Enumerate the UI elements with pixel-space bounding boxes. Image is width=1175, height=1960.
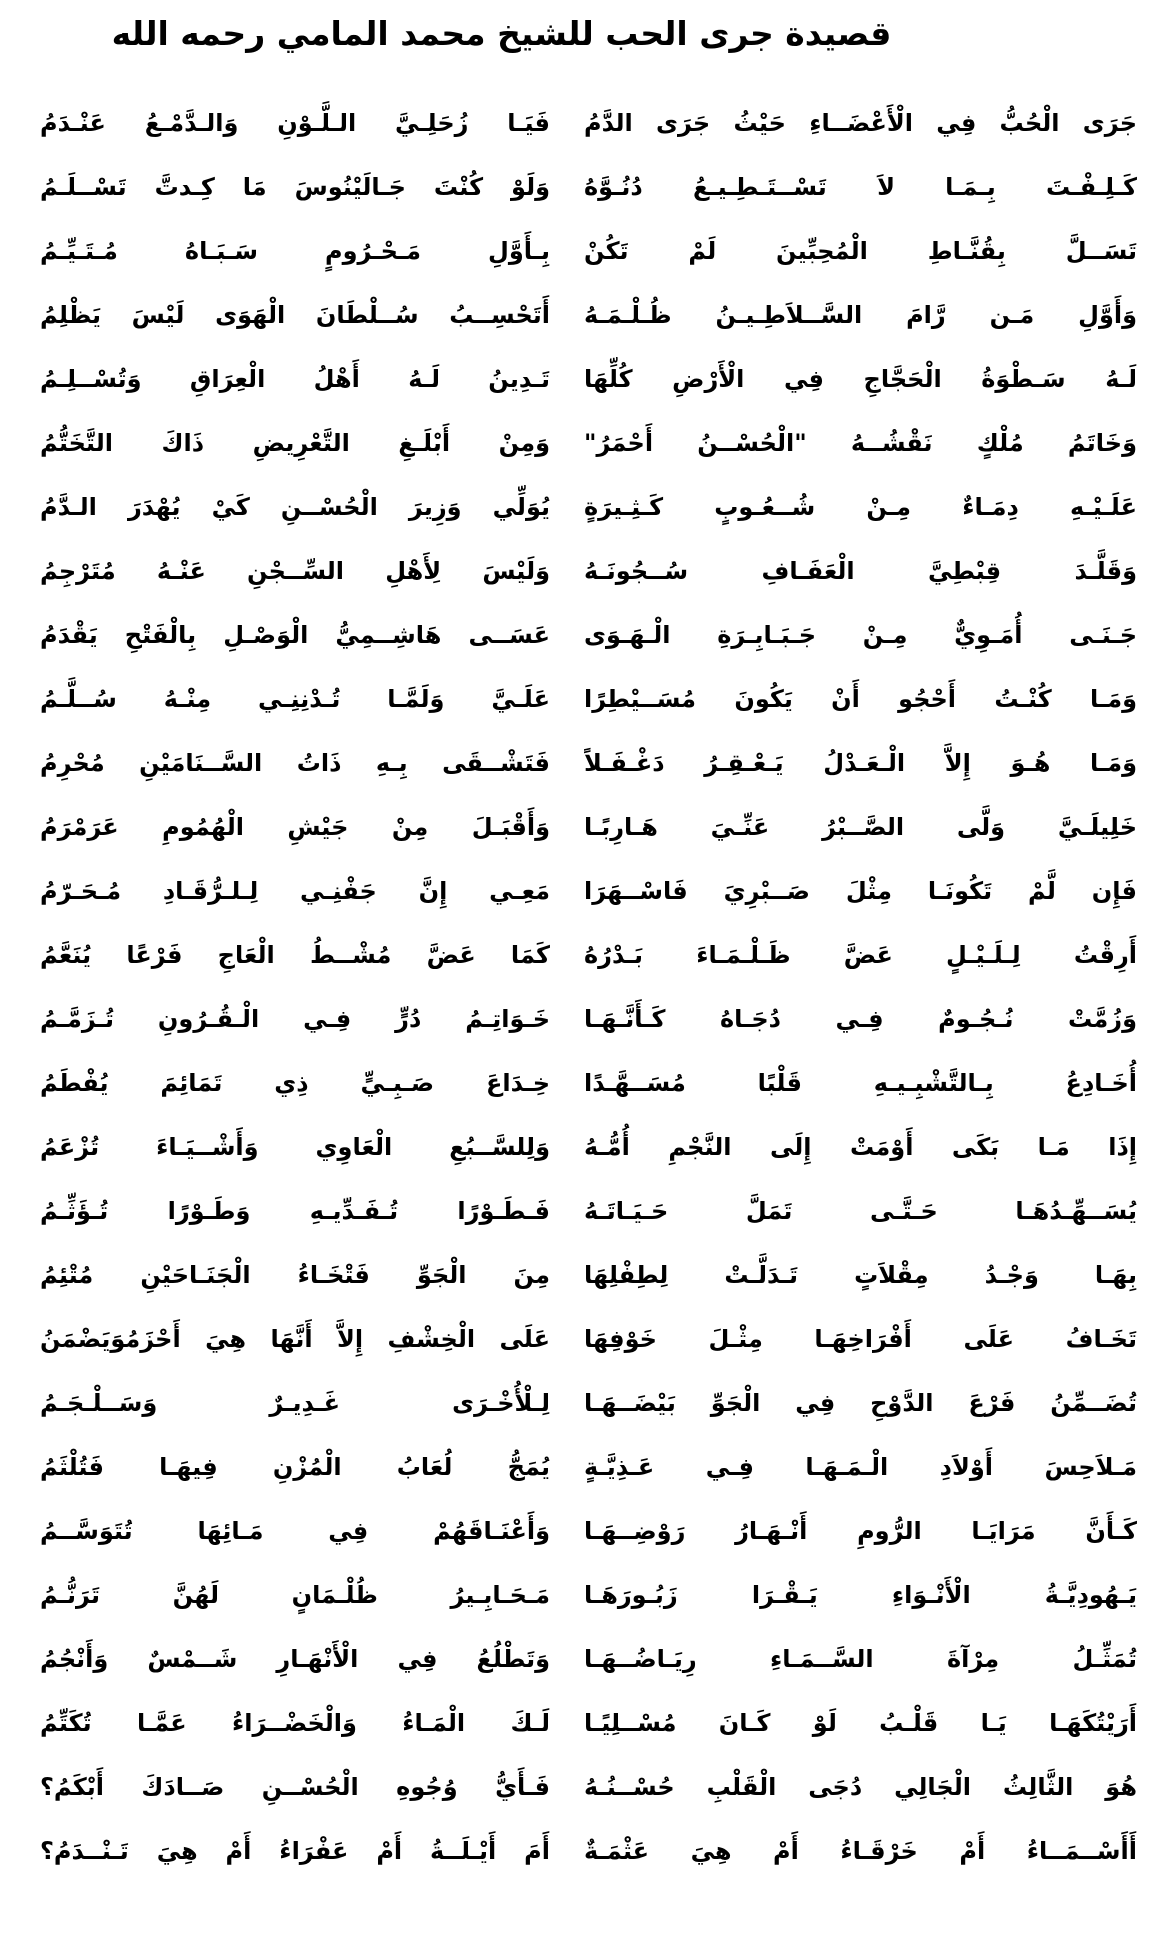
verse-first-hemistich: تُمَثِّـلُ مِرْآةَ السَّــمَـاءِ رِيَـاضُــهَـا [584, 1645, 1137, 1673]
verse-first-hemistich: أُخَـادِعُ بِـالتَّشْبِـيـهِ قَلْبًا مُسَــهَّـدًا [584, 1069, 1137, 1097]
verse-second-hemistich: بِـأَوَّلِ مَـحْـرُومٍ سَـبَـاهُ مُـتَـيِّـمُ [40, 237, 550, 265]
verse-second-hemistich: يُمَجُّ لُعَابُ الْمُزْنِ فِيهَـا فَتُلْثَمُ [40, 1453, 550, 1481]
verse-second-hemistich: أَتَحْسِــبُ سُــلْطَانَ الْهَوَى لَيْسَ يَظْلِمُ [40, 301, 550, 329]
verse-first-hemistich: خَلِيلَـيَّ وَلَّى الصَّــبْرُ عَنِّـيَ هَـارِبًـا [584, 813, 1137, 841]
verse-first-hemistich: وَزُمَّتْ نُـجُـومٌ فِـي دُجَـاهُ كَـأَنَّـهَـا [584, 1005, 1137, 1033]
verse-second-hemistich: عَسَــى هَاشِــمِيُّ الْوَصْـلِ بِالْفَتْحِ يَقْدَمُ [40, 621, 550, 649]
verse-second-hemistich: عَلَى الْخِشْفِ إِلاَّ أَنَّهَا هِيَ أَحْزَمُوَيَضْمَنُ [40, 1325, 550, 1353]
verse-first-hemistich: وَقَلَّـدَ قِبْطِيَّ الْعَفَـافِ سُــجُونَـهُ [584, 557, 1137, 585]
verse-row [40, 1499, 1137, 1563]
verse-second-hemistich: لَـكَ الْمَـاءُ وَالْخَضْــرَاءُ عَمَّـا تُكَتِّمُ [40, 1709, 550, 1737]
verse-row [40, 987, 1137, 1051]
verse-first-hemistich: مَـلاَحِسَ أَوْلاَدِ الْـمَـهَـا فِـي عَـذِيَّـةٍ [584, 1453, 1137, 1481]
verse-second-hemistich: خَـوَاتِـمُ دُرٍّ فِـي الْـقُـرُونِ تُـزَمَّـمُ [40, 1005, 550, 1033]
verse-row [40, 1115, 1137, 1179]
verse-first-hemistich: وَمَـا هُـوَ إِلاَّ الْـعَـدْلُ يَـعْـقِـرُ دَغْـفَـلاً [584, 749, 1137, 777]
verse-row [40, 923, 1137, 987]
verse-second-hemistich: وَلَوْ كُنْتَ جَـالَيْنُوسَ مَا كِـدتَّ تَسْــلَـمُ [40, 173, 550, 201]
verse-first-hemistich: إِذَا مَـا بَكَى أَوْمَتْ إِلَى النَّجْمِ أُمُّـهُ [584, 1133, 1137, 1161]
verse-row [40, 667, 1137, 731]
verse-row [40, 1755, 1137, 1819]
verse-first-hemistich: كَـلِـفْـتَ بِـمَـا لاَ تَسْــتَـطِـيـعُ دُنُـوَّهُ [584, 173, 1137, 201]
verse-second-hemistich: فَـطَـوْرًا تُـفَـدِّيـهِ وَطَـوْرًا تُـؤَثِّـمُ [40, 1197, 550, 1225]
verse-first-hemistich: تَخَـافُ عَلَى أَفْرَاخِهَـا مِثْـلَ خَوْفِهَا [584, 1325, 1137, 1353]
verse-first-hemistich: عَلَـيْـهِ دِمَـاءٌ مِـنْ شُــعُـوبٍ كَـثِـيرَةٍ [584, 493, 1137, 521]
verse-row [40, 1307, 1137, 1371]
verse-second-hemistich: وَتَطْلُعُ فِي الْأَنْهَـارِ شَــمْسٌ وَأَنْجُمُ [40, 1645, 550, 1673]
verse-row [40, 1819, 1137, 1883]
verse-second-hemistich: فَـأَيُّ وُجُوهِ الْحُسْــنِ صَــادَكَ أَبْكَمُ؟ [40, 1773, 550, 1801]
poem-body [0, 91, 1175, 1883]
verse-row [40, 219, 1137, 283]
verse-row [40, 1691, 1137, 1755]
verse-second-hemistich: وَلِلسَّــبُعِ الْعَاوِي وَأَشْــيَـاءَ تُزْعَمُ [40, 1133, 550, 1161]
verse-row [40, 731, 1137, 795]
verse-second-hemistich: تَـدِينُ لَـهُ أَهْلُ الْعِرَاقِ وَتُسْــلِـمُ [40, 365, 550, 393]
poem-title: قصيدة جرى الحب للشيخ محمد المامي رحمه الله [111, 14, 892, 53]
verse-first-hemistich: يُسَــهِّـدُهَـا حَـتَّـى تَمَلَّ حَـيَـاتَـهُ [584, 1197, 1137, 1225]
verse-row [40, 283, 1137, 347]
verse-row [40, 91, 1137, 155]
verse-first-hemistich: لَـهُ سَـطْوَةُ الْحَجَّاجِ فِي الْأَرْضِ كُلِّهَا [584, 365, 1137, 393]
verse-first-hemistich: بِهَـا وَجْـدُ مِقْلاَتٍ تَـدَلَّـتْ لِطِفْلِهَا [584, 1261, 1137, 1289]
verse-first-hemistich: تَسَــلَّ بِقُنَّـاطِ الْمُحِبِّينَ لَمْ تَكُنْ [584, 237, 1137, 265]
verse-second-hemistich: وَأَقْبَـلَ مِنْ جَيْشِ الْهُمُومِ عَرَمْرَمُ [40, 813, 550, 841]
verse-first-hemistich: وَخَاتَمُ مُلْكٍ نَقْشُــهُ "الْحُسْــنُ أَحْمَرُ" [584, 429, 1137, 457]
verse-first-hemistich: جَرَى الْحُبُّ فِي الْأَعْضَــاءِ حَيْثُ جَرَى الدَّمُ [584, 109, 1137, 137]
verse-second-hemistich: كَمَا عَضَّ مُشْــطُ الْعَاجِ فَرْعًا يُنَعَّمُ [40, 941, 550, 969]
verse-row [40, 795, 1137, 859]
verse-first-hemistich: تُضَــمِّنُ فَرْعَ الدَّوْحِ فِي الْجَوِّ بَيْضَــهَـا [584, 1389, 1137, 1417]
verse-row [40, 603, 1137, 667]
verse-second-hemistich: عَلَـيَّ وَلَمَّـا تُـدْنِنِـي مِنْـهُ سُــلَّـمُ [40, 685, 550, 713]
verse-second-hemistich: فَتَشْــقَى بِـهِ ذَاتُ السَّــنَامَيْنِ مُحْرِمُ [40, 749, 550, 777]
verse-first-hemistich: أَرِقْتُ لِـلَـيْـلٍ عَضَّ ظَـلْـمَـاءَ بَـدْرُهُ [584, 941, 1137, 969]
verse-row [40, 475, 1137, 539]
verse-second-hemistich: مِنَ الْجَوِّ فَتْخَـاءُ الْجَنَـاحَيْنِ مُتْئِمُ [40, 1261, 550, 1289]
verse-row [40, 1051, 1137, 1115]
verse-second-hemistich: مَعِـي إِنَّ جَفْنِـي لِـلـرُّقَـادِ مُـحَـرّمُ [40, 877, 550, 905]
verse-row [40, 1179, 1137, 1243]
verse-row [40, 347, 1137, 411]
verse-first-hemistich: هُوَ الثَّالِثُ الْجَالِي دُجَى الْقَلْبِ حُسْــنُـهُ [584, 1773, 1137, 1801]
verse-row [40, 155, 1137, 219]
verse-second-hemistich: يُوَلِّي وَزِيرَ الْحُسْــنِ كَيْ يُهْدَرَ الـدَّمُ [40, 493, 550, 521]
verse-row [40, 859, 1137, 923]
verse-first-hemistich: جَـنَـى أُمَـوِيٌّ مِـنْ جَـبَـابِـرَةِ الْـهَـوَى [584, 621, 1137, 649]
verse-row [40, 1435, 1137, 1499]
verse-first-hemistich: فَإِن لَّمْ تَكُونَـا مِثْلَ صَــبْرِيَ فَاسْــهَرَا [584, 877, 1137, 905]
verse-second-hemistich: مَـحَـابِـيرُ ظُلْـمَانٍ لَهُنَّ تَرَنُّـمُ [40, 1581, 550, 1609]
verse-second-hemistich: وَلَيْسَ لِأَهْلِ السِّــجْنِ عَنْـهُ مُتَرْجِمُ [40, 557, 550, 585]
verse-second-hemistich: خِـدَاعَ صَـبِـيٍّ ذِي تَمَائِمَ يُفْطَمُ [40, 1069, 550, 1097]
verse-row [40, 1627, 1137, 1691]
verse-row [40, 539, 1137, 603]
verse-row [40, 1563, 1137, 1627]
verse-first-hemistich: وَمَـا كُنْـتُ أَحْجُو أَنْ يَكُونَ مُسَــيْطِرًا [584, 685, 1137, 713]
verse-second-hemistich: وَأَعْنَـاقَهُمْ فِي مَـائِهَا تُتَوَسَّــمُ [40, 1517, 550, 1545]
verse-second-hemistich: فَيَـا زُحَلِـيَّ الـلَّـوْنِ وَالـدَّمْـعُ عَنْـدَمُ [40, 109, 550, 137]
verse-row [40, 1243, 1137, 1307]
verse-first-hemistich: أَرَيْتُكَهَـا يَـا قَلْـبُ لَوْ كَـانَ مُسْــلِيًـا [584, 1709, 1137, 1737]
verse-first-hemistich: وَأَوَّلِ مَـن رَّامَ السَّــلاَطِـيـنُ ظُـلْـمَـهُ [584, 301, 1137, 329]
verse-first-hemistich: أَأَسْــمَــاءُ أَمْ خَرْقَـاءُ أَمْ هِيَ عَثْمَـةٌ [584, 1837, 1137, 1865]
verse-first-hemistich: يَـهُودِيَّـةُ الْأَنْـوَاءِ يَـقْـرَا زَبُـورَهَـا [584, 1581, 1137, 1609]
verse-row [40, 411, 1137, 475]
verse-first-hemistich: كَـأَنَّ مَرَايَـا الرُّومِ أَنْـهَـارُ رَوْضِــهَـا [584, 1517, 1137, 1545]
verse-second-hemistich: أَمَ أَيْـلَــةُ أَمْ عَفْرَاءُ أَمْ هِيَ تَـنْــدَمُ؟ [40, 1837, 550, 1865]
verse-row [40, 1371, 1137, 1435]
verse-second-hemistich: لِـلْأُخْـرَى غَـدِيـرٌ وَسَــلْـجَـمُ [40, 1389, 550, 1417]
verse-second-hemistich: وَمِنْ أَبْلَـغِ التَّعْرِيضِ ذَاكَ التَّخَتُّمُ [40, 429, 550, 457]
